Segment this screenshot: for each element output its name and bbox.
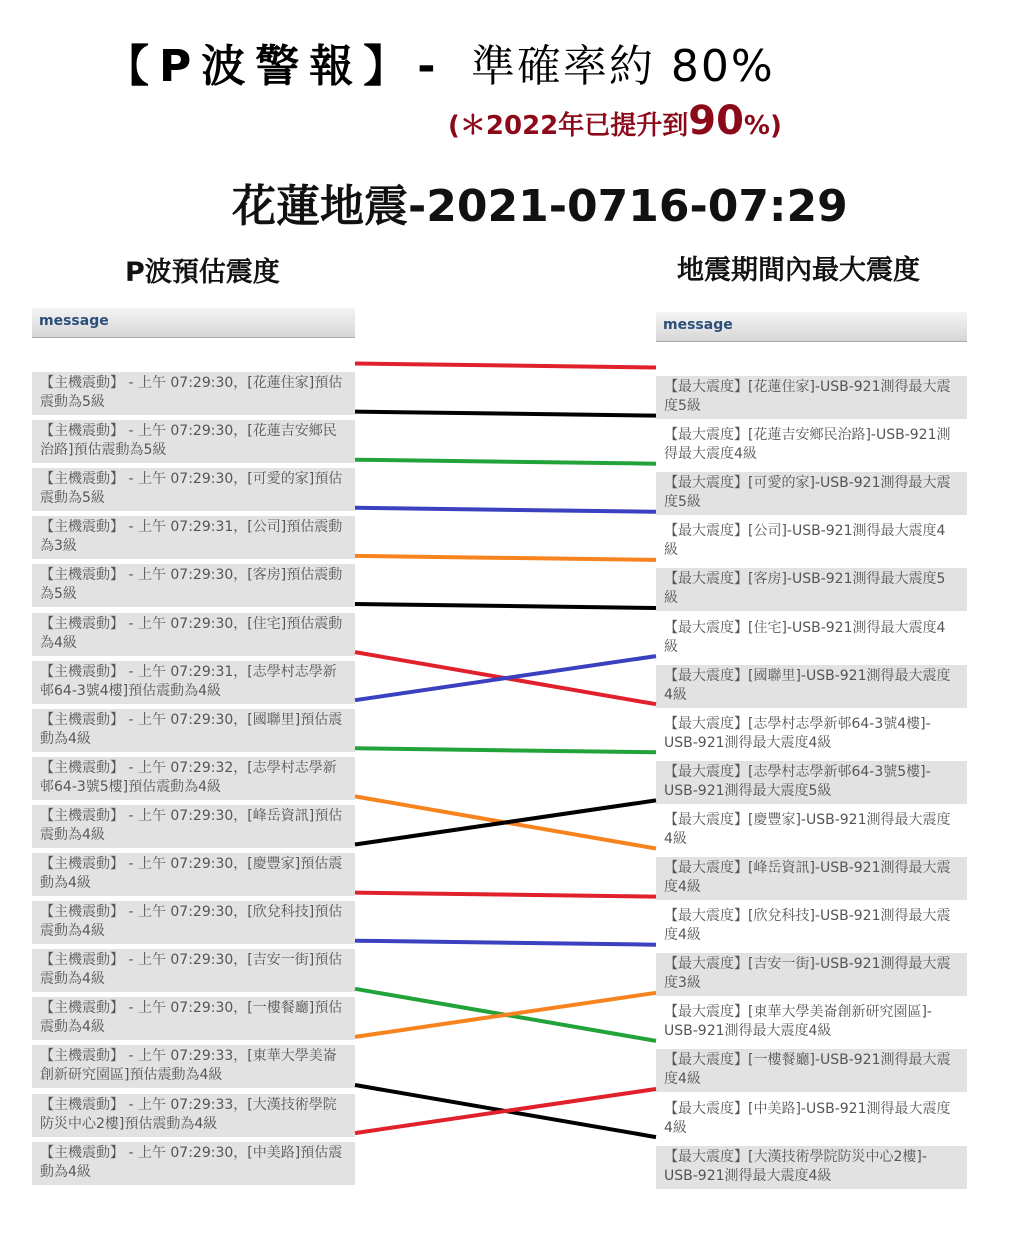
connection-line	[355, 800, 656, 844]
connection-line	[355, 748, 656, 752]
connection-line	[355, 1089, 656, 1133]
right-message-row: 【最大震度】[客房]-USB-921測得最大震度5級	[656, 568, 967, 611]
connection-line	[355, 941, 656, 945]
left-message-row: 【主機震動】 - 上午 07:29:32，[志學村志學新邨64-3號5樓]預估震動為4級	[32, 757, 355, 800]
right-message-row: 【最大震度】[志學村志學新邨64-3號5樓]-USB-921測得最大震度5級	[656, 761, 967, 804]
left-message-row: 【主機震動】 - 上午 07:29:30，[住宅]預估震動為4級	[32, 613, 355, 656]
title-accuracy: 準確率約 80%	[470, 41, 775, 92]
left-panel-header: message	[32, 308, 355, 338]
left-message-row: 【主機震動】 - 上午 07:29:30，[客房]預估震動為5級	[32, 564, 355, 607]
left-message-row: 【主機震動】 - 上午 07:29:30，[中美路]預估震動為4級	[32, 1142, 355, 1185]
title-text: 【P波警報】-	[105, 41, 446, 92]
subtitle-prefix: (＊2022年已提升到	[448, 111, 689, 141]
left-message-row: 【主機震動】 - 上午 07:29:30，[花蓮吉安鄉民治路]預估震動為5級	[32, 420, 355, 463]
right-panel-header: message	[656, 312, 967, 342]
right-message-row: 【最大震度】[一樓餐廳]-USB-921測得最大震度4級	[656, 1049, 967, 1092]
right-message-row: 【最大震度】[志學村志學新邨64-3號4樓]-USB-921測得最大震度4級	[664, 715, 931, 751]
left-message-row: 【主機震動】 - 上午 07:29:33，[東華大學美崙創新研究園區]預估震動為4級	[32, 1045, 355, 1088]
connection-line	[355, 508, 656, 512]
left-message-row: 【主機震動】 - 上午 07:29:33，[大漢技術學院防災中心2樓]預估震動為4級	[32, 1094, 355, 1137]
subtitle-value: 90	[688, 98, 744, 144]
right-message-row: 【最大震度】[大漢技術學院防災中心2樓]-USB-921測得最大震度4級	[656, 1146, 967, 1189]
connection-line	[355, 556, 656, 560]
left-message-row: 【主機震動】 - 上午 07:29:30，[花蓮住家]預估震動為5級	[32, 372, 355, 415]
right-message-row: 【最大震度】[住宅]-USB-921測得最大震度4級	[664, 619, 946, 655]
left-message-row: 【主機震動】 - 上午 07:29:31，[公司]預估震動為3級	[32, 516, 355, 559]
left-message-row: 【主機震動】 - 上午 07:29:30，[峰岳資訊]預估震動為4級	[32, 805, 355, 848]
right-message-row: 【最大震度】[峰岳資訊]-USB-921測得最大震度4級	[656, 857, 967, 900]
connection-line	[355, 412, 656, 416]
right-message-row: 【最大震度】[中美路]-USB-921測得最大震度4級	[664, 1100, 951, 1136]
right-message-row: 【最大震度】[花蓮吉安鄉民治路]-USB-921測得最大震度4級	[664, 427, 951, 463]
right-message-row: 【最大震度】[可愛的家]-USB-921測得最大震度5級	[656, 472, 967, 515]
right-message-row: 【最大震度】[國聯里]-USB-921測得最大震度4級	[656, 665, 967, 708]
left-message-row: 【主機震動】 - 上午 07:29:30，[國聯里]預估震動為4級	[32, 709, 355, 752]
left-column-title: P波預估震度	[125, 257, 280, 288]
right-message-row: 【最大震度】[欣兌科技]-USB-921測得最大震度4級	[664, 908, 951, 944]
connection-line	[355, 364, 656, 368]
connection-line	[355, 993, 656, 1037]
subtitle-suffix: %)	[743, 111, 782, 141]
connection-line	[355, 604, 656, 608]
left-message-row: 【主機震動】 - 上午 07:29:30，[慶豐家]預估震動為4級	[32, 853, 355, 896]
left-message-row: 【主機震動】 - 上午 07:29:30，[吉安一街]預估震動為4級	[32, 949, 355, 992]
right-message-row: 【最大震度】[吉安一街]-USB-921測得最大震度3級	[656, 953, 967, 996]
left-message-row: 【主機震動】 - 上午 07:29:30，[欣兌科技]預估震動為4級	[32, 901, 355, 944]
connection-line	[355, 656, 656, 700]
right-message-row: 【最大震度】[慶豐家]-USB-921測得最大震度4級	[664, 811, 951, 847]
right-column-title: 地震期間內最大震度	[677, 255, 920, 286]
quake-heading: 花蓮地震-2021-0716-07:29	[232, 181, 848, 232]
connection-line	[355, 893, 656, 897]
right-message-row: 【最大震度】[公司]-USB-921測得最大震度4級	[664, 523, 946, 559]
left-message-row: 【主機震動】 - 上午 07:29:31，[志學村志學新邨64-3號4樓]預估震動為4級	[32, 661, 355, 704]
left-message-row: 【主機震動】 - 上午 07:29:30，[可愛的家]預估震動為5級	[32, 468, 355, 511]
connection-line	[355, 460, 656, 464]
left-message-row: 【主機震動】 - 上午 07:29:30，[一樓餐廳]預估震動為4級	[32, 997, 355, 1040]
right-message-row: 【最大震度】[東華大學美崙創新研究園區]-USB-921測得最大震度4級	[664, 1004, 932, 1040]
right-message-row: 【最大震度】[花蓮住家]-USB-921測得最大震度5級	[656, 376, 967, 419]
